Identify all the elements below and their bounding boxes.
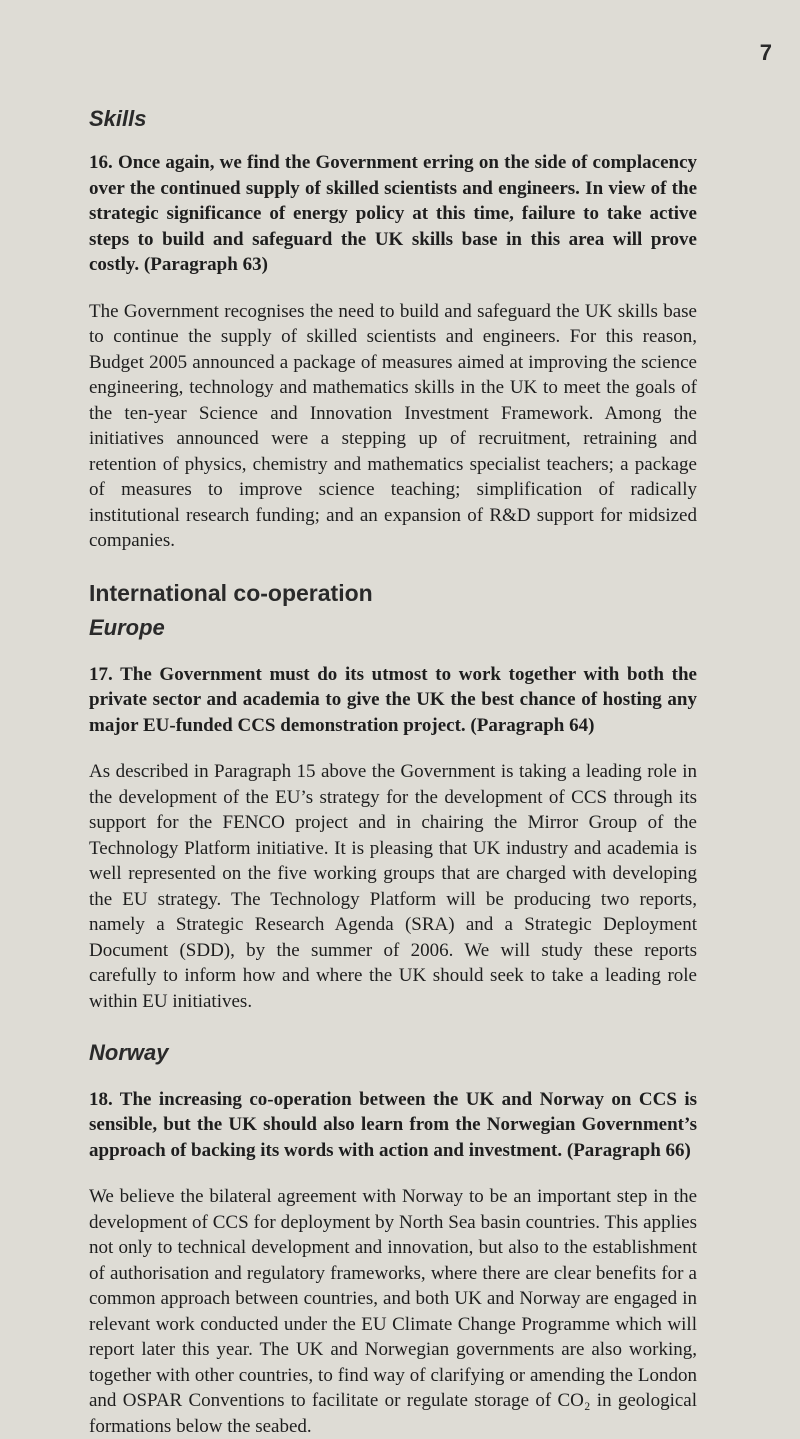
response-17: As described in Paragraph 15 above the Government is taking a leading role in the development of the EU’s strategy for the development of CCS through its support for the FENCO project and in chairing the Mirror Group of the Technology Platform initiative. It is pleasing that UK industry and academia is well represented on the five working groups that are charged with developing the EU strategy. The Technology Platform will be producing two reports, namely a Strategic Research Agenda (SRA) and a Strategic Deployment Document (SDD), by the summer of 2006. We will study these reports carefully to inform how and where the UK should seek to take a leading role within EU initiatives.	[89, 761, 697, 1012]
section-heading-skills: Skills	[89, 106, 147, 131]
recommendation-17: 17. The Government must do its utmost to work together with both the private sector and academia to give the UK the best chance of hosting any major EU-funded CCS demonstration project. (Paragraph 64)	[89, 663, 697, 736]
subsection-heading-europe: Europe	[89, 615, 165, 641]
response-18: We believe the bilateral agreement with Norway to be an important step in the development of CCS for deployment by North Sea basin countries. This applies not only to technical development and innovation, but also to the establishment of authorisation and regulatory frameworks, where there are clear benefits for a common approach between countries, and both UK and Norway are engaged in relevant work conducted under the EU Climate Change Programme which will report later this year. The UK and Norwegian governments are also working, together with other countries, to find way of clarifying or amending the London and OSPAR Conventions to facilitate or regulate storage of CO₂ in geological formations below the seabed.	[89, 1186, 697, 1437]
document-body	[89, 106, 697, 1439]
page-number: 7	[759, 40, 772, 65]
response-16: The Government recognises the need to build and safeguard the UK skills base to continue the supply of skilled scientists and engineers. For this reason, Budget 2005 announced a package of measures aimed at improving the science engineering, technology and mathematics skills in the UK to meet the goals of the ten-year Science and Innovation Investment Framework. Among the initiatives announced were a stepping up of recruitment, retraining and retention of physics, chemistry and mathematics specialist teachers; a package of measures to improve science teaching; simplification of radically institutional research funding; and an expansion of R&D support for midsized companies.	[89, 300, 697, 552]
recommendation-18: 18. The increasing co-operation between the UK and Norway on CCS is sensible, but the UK should also learn from the Norwegian Government’s approach of backing its words with action and investment. (Paragraph 66)	[89, 1088, 697, 1161]
subsection-heading-norway: Norway	[89, 1040, 169, 1066]
recommendation-16: 16. Once again, we find the Government erring on the side of complacency over the continued supply of skilled scientists and engineers. In view of the strategic significance of energy policy at this time, failure to take active steps to build and safeguard the UK skills base in this area will prove costly. (Paragraph 63)	[89, 152, 697, 276]
section-heading-international-co-operation: International co-operation	[89, 579, 373, 606]
